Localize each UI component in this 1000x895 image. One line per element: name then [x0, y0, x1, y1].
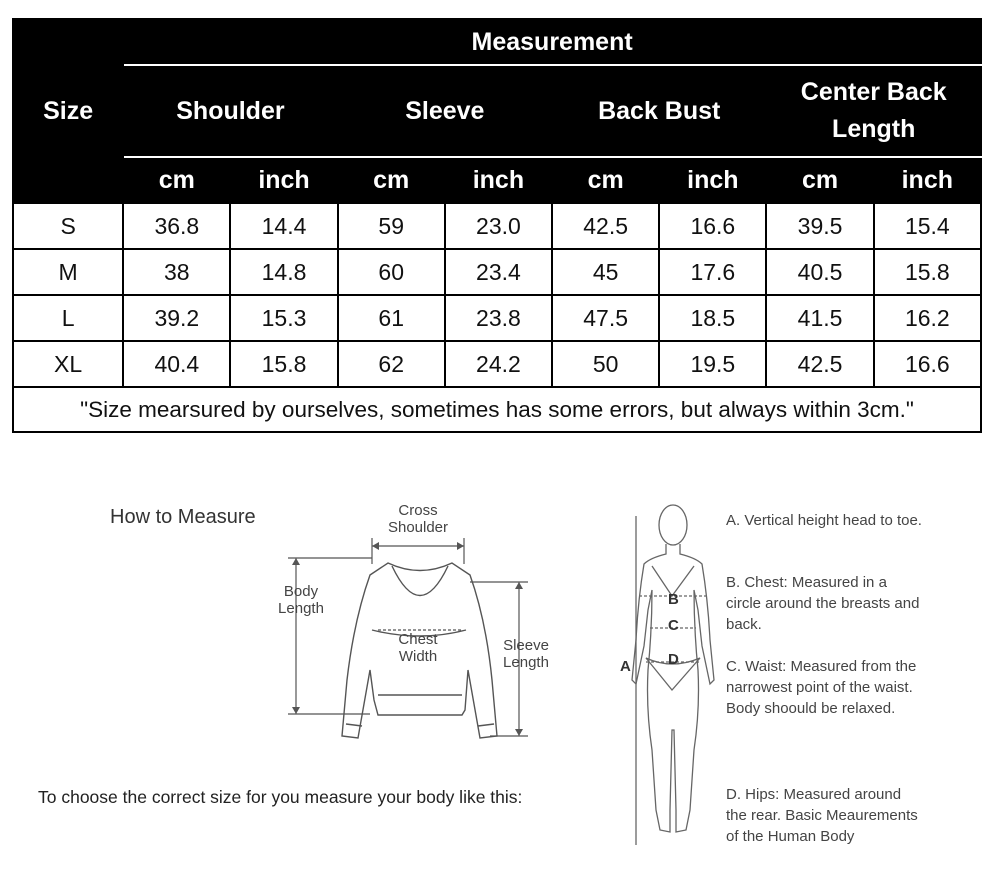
center-back-length-header: Center Back Length [766, 65, 981, 157]
table-cell: 42.5 [766, 341, 873, 387]
table-cell: 40.5 [766, 249, 873, 295]
letter-c-label: C [668, 617, 679, 634]
how-to-measure-title: How to Measure [110, 506, 256, 528]
table-cell: 23.4 [445, 249, 552, 295]
table-row [13, 295, 981, 341]
table-cell: 47.5 [552, 295, 659, 341]
unit-header: cm [766, 157, 873, 203]
sleeve-header: Sleeve [338, 65, 552, 157]
measurement-header: Measurement [123, 19, 981, 65]
table-cell: 15.4 [874, 203, 981, 249]
table-cell: 19.5 [659, 341, 766, 387]
table-cell: 40.4 [123, 341, 230, 387]
legend-d: D. Hips: Measured around the rear. Basic Meaurements of the Human Body [726, 786, 918, 845]
table-cell: 62 [338, 341, 445, 387]
unit-header: inch [659, 157, 766, 203]
chest-width-label: Chest Width [398, 631, 438, 665]
sleeve-length-label: Sleeve Length [503, 637, 549, 671]
unit-header: inch [445, 157, 552, 203]
table-cell: 17.6 [659, 249, 766, 295]
size-cell: M [13, 249, 123, 295]
table-cell: 23.8 [445, 295, 552, 341]
table-cell: 16.6 [659, 203, 766, 249]
table-cell: 14.8 [230, 249, 337, 295]
table-cell: 24.2 [445, 341, 552, 387]
table-cell: 23.0 [445, 203, 552, 249]
unit-header: inch [874, 157, 981, 203]
size-chart-table [12, 18, 982, 433]
how-to-measure-guide [0, 480, 1000, 895]
table-cell: 36.8 [123, 203, 230, 249]
letter-b-label: B [668, 591, 679, 608]
table-cell: 15.8 [874, 249, 981, 295]
table-cell: 39.5 [766, 203, 873, 249]
body-length-label: Body Length [278, 583, 324, 617]
size-header: Size [13, 19, 123, 203]
letter-d-label: D [668, 651, 679, 668]
size-cell: XL [13, 341, 123, 387]
table-cell: 42.5 [552, 203, 659, 249]
table-cell: 15.8 [230, 341, 337, 387]
unit-header: cm [123, 157, 230, 203]
size-cell: L [13, 295, 123, 341]
table-cell: 38 [123, 249, 230, 295]
letter-a-label: A [620, 658, 631, 675]
table-cell: 15.3 [230, 295, 337, 341]
back-bust-header: Back Bust [552, 65, 766, 157]
legend-c: C. Waist: Measured from the narrowest point of the waist. Body shoould be relaxed. [726, 658, 917, 717]
size-cell: S [13, 203, 123, 249]
table-cell: 16.2 [874, 295, 981, 341]
table-cell: 61 [338, 295, 445, 341]
table-row [13, 249, 981, 295]
table-row [13, 341, 981, 387]
table-cell: 39.2 [123, 295, 230, 341]
table-cell: 41.5 [766, 295, 873, 341]
legend-a: A. Vertical height head to toe. [726, 512, 922, 529]
cross-shoulder-label: Cross Shoulder [387, 502, 449, 536]
legend-b: B. Chest: Measured in a circle around the breasts and back. [726, 574, 920, 633]
shoulder-header: Shoulder [123, 65, 337, 157]
measurement-note: "Size mearsured by ourselves, sometimes has some errors, but always within 3cm." [13, 387, 981, 432]
table-cell: 59 [338, 203, 445, 249]
table-cell: 14.4 [230, 203, 337, 249]
table-cell: 18.5 [659, 295, 766, 341]
unit-header: cm [552, 157, 659, 203]
table-cell: 16.6 [874, 341, 981, 387]
table-cell: 60 [338, 249, 445, 295]
table-cell: 45 [552, 249, 659, 295]
unit-header: cm [338, 157, 445, 203]
unit-header: inch [230, 157, 337, 203]
table-row [13, 203, 981, 249]
table-cell: 50 [552, 341, 659, 387]
measure-instruction: To choose the correct size for you measure your body like this: [38, 787, 523, 807]
